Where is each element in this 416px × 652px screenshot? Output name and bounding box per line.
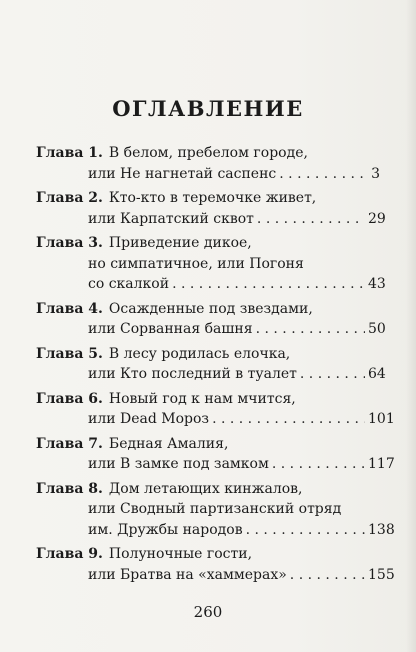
chapter-page-number: 101 [368,411,395,427]
chapter-title-text: или Не нагнетай саспенс [88,165,277,182]
dot-leader [300,364,365,385]
chapter-label: Глава 1. [36,145,103,161]
toc-entry [36,188,386,229]
toc-entry-line [36,409,395,430]
chapter-title-text: или Карпатский сквот [88,210,254,227]
chapter-title-text: Полуночные гости, [108,546,253,562]
dot-leader [279,164,365,185]
chapter-label: Глава 5. [36,345,103,362]
chapter-page-number: 155 [368,566,395,583]
dot-leader [212,409,365,430]
chapter-label: Глава 9. [36,546,103,562]
dot-leader [272,454,365,475]
toc-entry [36,389,395,430]
chapter-label: Глава 4. [36,300,103,317]
chapter-title-text: Новый год к нам мчится, [108,390,296,407]
toc-list [36,143,395,585]
toc-entry-line [36,434,380,455]
chapter-label: Глава 7. [36,435,103,452]
chapter-page-number: 117 [368,456,395,472]
chapter-title-text: В белом, пребелом городе, [108,145,308,161]
chapter-title-text: Кто-кто в теремочке живет, [108,190,317,206]
chapter-page-number: 64 [368,366,386,382]
chapter-title-text: Бедная Амалия, [108,435,229,452]
chapter-title-text: или В замке под замком [88,456,269,472]
toc-entry [36,143,380,184]
toc-entry-line [36,274,386,295]
toc-entry-line [36,364,386,385]
toc-heading: ОГЛАВЛЕНИЕ [112,96,304,121]
chapter-page-number: 29 [368,210,386,227]
toc-entry-line [36,188,380,209]
toc-entry-line [36,164,380,185]
chapter-title-text: им. Дружбы народов [88,521,243,538]
dot-leader [256,319,365,340]
toc-entry [36,233,386,295]
chapter-page-number: 50 [368,321,386,337]
toc-entry-line [36,454,395,475]
chapter-title-text: или Сорванная башня [88,321,253,337]
toc-entry [36,344,386,385]
toc-entry-line [36,389,380,410]
chapter-title-text: или Братва на «хаммерах» [88,566,287,583]
chapter-title-text: но симпатичное, или Погоня [88,255,304,272]
chapter-label: Глава 3. [36,235,103,251]
chapter-label: Глава 6. [36,390,103,407]
chapter-title-text: или Кто последний в туалет [88,366,297,382]
toc-entry-line [36,233,380,254]
toc-entry-line [36,499,380,520]
toc-entry-line [36,344,380,365]
table-of-contents [36,143,395,589]
chapter-page-number: 138 [368,521,395,538]
chapter-title-text: со скалкой [88,276,170,292]
chapter-title-text: Осажденные под звездами, [108,300,313,317]
toc-entry [36,479,395,541]
dot-leader [257,209,365,230]
toc-entry-line [36,209,386,230]
chapter-title-text: В лесу родилась елочка, [108,345,291,362]
chapter-label: Глава 2. [36,190,103,206]
toc-entry [36,299,386,340]
toc-entry-line [36,544,380,565]
toc-entry-line [36,565,395,586]
toc-entry-line [36,319,386,340]
toc-entry [36,434,395,475]
toc-entry-line [36,479,380,500]
toc-entry-line [36,520,395,541]
dot-leader [172,274,365,295]
chapter-page-number: 43 [368,276,386,292]
toc-entry [36,544,395,585]
page-number: 260 [193,603,223,621]
toc-entry-line [36,254,380,275]
chapter-title-text: Дом летающих кинжалов, [108,480,303,497]
chapter-page-number: 3 [371,165,380,182]
toc-entry-line [36,143,380,164]
toc-entry-line [36,299,380,320]
dot-leader [290,565,365,586]
chapter-title-text: или Сводный партизанский отряд [88,501,342,517]
chapter-title-text: или Dead Мороз [88,411,210,427]
chapter-title-text: Приведение дикое, [108,235,252,251]
dot-leader [246,520,365,541]
chapter-label: Глава 8. [36,480,103,497]
